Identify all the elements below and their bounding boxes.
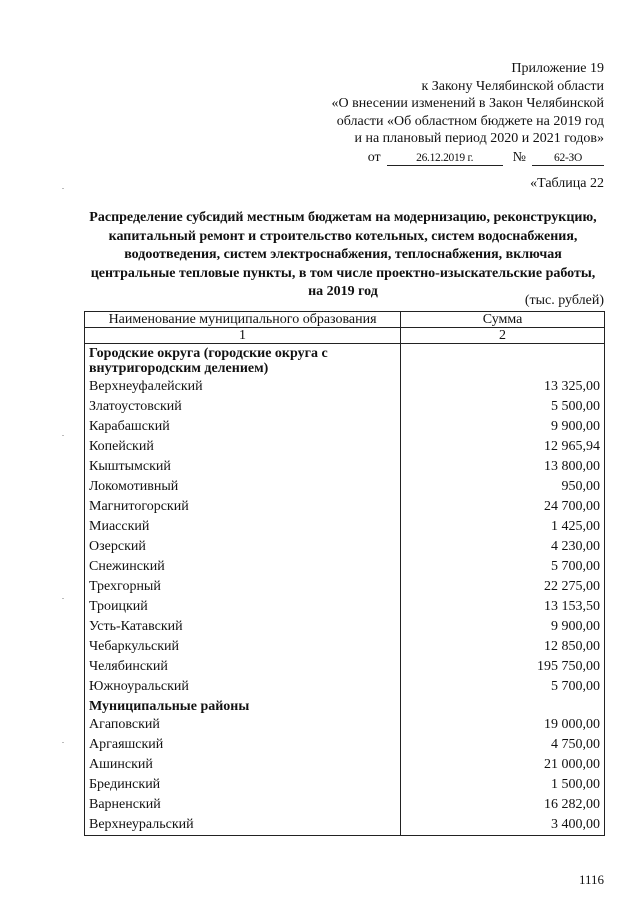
subsidy-sum: 13 800,00 bbox=[401, 457, 605, 477]
table-row bbox=[85, 377, 605, 397]
municipality-name: Варненский bbox=[85, 795, 401, 815]
municipality-name: Магнитогорский bbox=[85, 497, 401, 517]
municipality-name: Троицкий bbox=[85, 597, 401, 617]
subsidy-sum: 12 850,00 bbox=[401, 637, 605, 657]
subsidy-sum: 16 282,00 bbox=[401, 795, 605, 815]
column-number-row bbox=[85, 328, 605, 344]
subsidy-sum: 5 700,00 bbox=[401, 557, 605, 577]
column-header-name: Наименование муниципального образования bbox=[85, 312, 401, 328]
municipality-name: Челябинский bbox=[85, 657, 401, 677]
municipality-name: Миасский bbox=[85, 517, 401, 537]
subsidy-sum: 19 000,00 bbox=[401, 715, 605, 735]
table-row bbox=[85, 775, 605, 795]
municipality-name: Чебаркульский bbox=[85, 637, 401, 657]
table-row bbox=[85, 735, 605, 755]
table-row bbox=[85, 537, 605, 557]
header-line: и на плановый период 2020 и 2021 годов» bbox=[354, 131, 604, 146]
margin-mark bbox=[62, 435, 64, 436]
header-line: «О внесении изменений в Закон Челябинской bbox=[331, 96, 604, 111]
table-row bbox=[85, 657, 605, 677]
group-heading-row bbox=[85, 344, 605, 378]
table-row bbox=[85, 417, 605, 437]
order-date: 26.12.2019 г. bbox=[387, 151, 503, 166]
municipality-name: Брединский bbox=[85, 775, 401, 795]
table-row bbox=[85, 437, 605, 457]
municipality-name: Локомотивный bbox=[85, 477, 401, 497]
group-heading-sum bbox=[401, 697, 605, 715]
table-row bbox=[85, 517, 605, 537]
table-body bbox=[85, 328, 605, 836]
table-row bbox=[85, 597, 605, 617]
column-number: 1 bbox=[85, 328, 401, 344]
margin-mark bbox=[62, 188, 64, 189]
subsidy-sum: 24 700,00 bbox=[401, 497, 605, 517]
table-row bbox=[85, 715, 605, 735]
subsidy-sum: 5 700,00 bbox=[401, 677, 605, 697]
subsidy-sum: 13 153,50 bbox=[401, 597, 605, 617]
order-from-label: от bbox=[367, 149, 381, 165]
subsidy-sum: 9 900,00 bbox=[401, 417, 605, 437]
order-number: 62-ЗО bbox=[532, 151, 604, 166]
municipality-name: Трехгорный bbox=[85, 577, 401, 597]
subsidy-sum: 13 325,00 bbox=[401, 377, 605, 397]
order-reference bbox=[274, 149, 604, 167]
subsidy-sum: 195 750,00 bbox=[401, 657, 605, 677]
municipality-name: Верхнеуфалейский bbox=[85, 377, 401, 397]
municipality-name: Карабашский bbox=[85, 417, 401, 437]
subsidy-sum: 950,00 bbox=[401, 477, 605, 497]
table-row bbox=[85, 795, 605, 815]
header-line: к Закону Челябинской области bbox=[421, 78, 604, 94]
units-label: (тыс. рублей) bbox=[524, 293, 604, 308]
group-heading: Городские округа (городские округа с внутригородским делением) bbox=[85, 344, 401, 378]
subsidy-sum: 4 750,00 bbox=[401, 735, 605, 755]
document-header bbox=[274, 60, 604, 166]
margin-mark bbox=[62, 598, 64, 599]
municipality-name: Копейский bbox=[85, 437, 401, 457]
subsidy-sum: 4 230,00 bbox=[401, 537, 605, 557]
group-heading-row bbox=[85, 697, 605, 715]
municipality-name: Кыштымский bbox=[85, 457, 401, 477]
municipality-name: Южноуральский bbox=[85, 677, 401, 697]
column-header-sum: Сумма bbox=[401, 312, 605, 328]
document-title: Распределение субсидий местным бюджетам на модернизацию, реконструкцию, капитальный ремонт и строительство котельных, систем водоснабжения, водоотведения, систем электроснабжения, теплоснабжения, включая центральные тепловые пункты, в том числе проектно-изыскательские работы, на 2019 год bbox=[89, 210, 597, 299]
subsidy-sum: 1 500,00 bbox=[401, 775, 605, 795]
subsidy-sum: 9 900,00 bbox=[401, 617, 605, 637]
table-header-row bbox=[85, 312, 605, 328]
page-number: 1116 bbox=[578, 872, 604, 887]
subsidy-sum: 22 275,00 bbox=[401, 577, 605, 597]
table-row bbox=[85, 617, 605, 637]
municipality-name: Верхнеуральский bbox=[85, 815, 401, 836]
subsidy-table bbox=[84, 311, 605, 836]
table-row bbox=[85, 497, 605, 517]
table-row bbox=[85, 755, 605, 775]
header-line: области «Об областном бюджете на 2019 год bbox=[336, 113, 604, 129]
subsidy-sum: 5 500,00 bbox=[401, 397, 605, 417]
table-row bbox=[85, 397, 605, 417]
margin-mark bbox=[62, 742, 64, 743]
municipality-name: Златоустовский bbox=[85, 397, 401, 417]
table-row bbox=[85, 557, 605, 577]
group-heading: Муниципальные районы bbox=[85, 697, 401, 715]
subsidy-sum: 1 425,00 bbox=[401, 517, 605, 537]
table-row bbox=[85, 577, 605, 597]
subsidy-sum: 21 000,00 bbox=[401, 755, 605, 775]
table-row bbox=[85, 677, 605, 697]
table-row bbox=[85, 477, 605, 497]
municipality-name: Снежинский bbox=[85, 557, 401, 577]
table-reference: «Таблица 22 bbox=[530, 176, 604, 191]
subsidy-sum: 3 400,00 bbox=[401, 815, 605, 836]
table-row bbox=[85, 457, 605, 477]
municipality-name: Агаповский bbox=[85, 715, 401, 735]
column-number: 2 bbox=[401, 328, 605, 344]
municipality-name: Ашинский bbox=[85, 755, 401, 775]
municipality-name: Озерский bbox=[85, 537, 401, 557]
subsidy-sum: 12 965,94 bbox=[401, 437, 605, 457]
order-number-label: № bbox=[512, 149, 526, 165]
header-line: Приложение 19 bbox=[511, 61, 604, 76]
group-heading-sum bbox=[401, 344, 605, 378]
table-row bbox=[85, 637, 605, 657]
municipality-name: Усть-Катавский bbox=[85, 617, 401, 637]
table-row bbox=[85, 815, 605, 836]
municipality-name: Аргаяшский bbox=[85, 735, 401, 755]
